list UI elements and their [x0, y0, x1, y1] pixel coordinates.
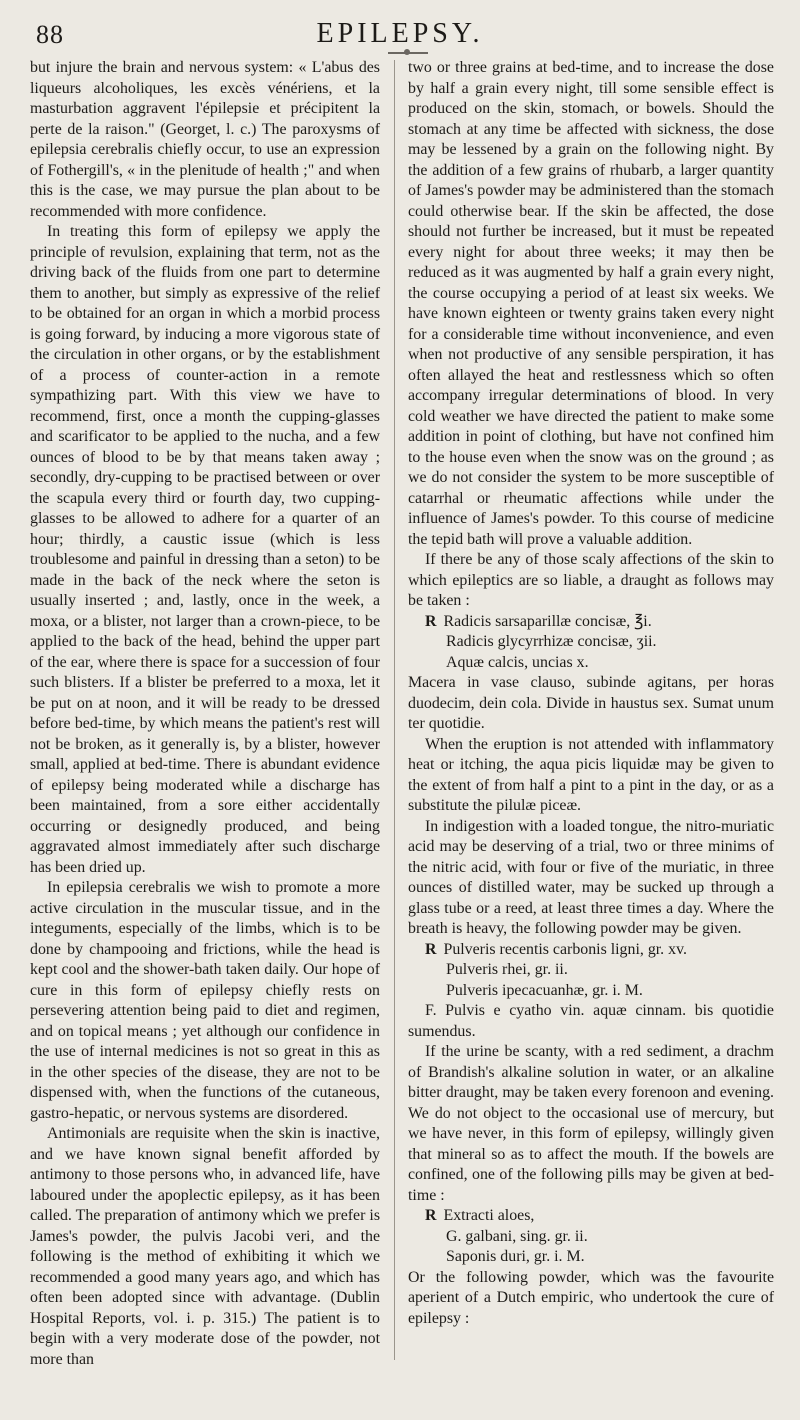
paragraph: two or three grains at bed-time, and to increase the dose by half a grain every night, till some sensible effect is produced on the skin, stomach, or bowels. Should the stomach at any time be affected with sickness, the dose may be lessened by a grain on the following night. By the addition of a few grains of rhubarb, a larger quantity of James's powder may be administered than the stomach could otherwise bear. If the skin be affected, the dose should not further be increased, but it must be repeated every night for about three weeks; it may then be reduced as it was augmented by half a grain every night, the course occupying a period of at least six weeks. We have known eighteen or twenty grains taken every night for a considerable time without inconvenience, and even when not productive of any sensible perspiration, it has often allayed the heat and restlessness which so often accompany irregular determinations of blood. In very cold weather we have directed the patient to make some addition in point of clothing, but have not confined him to the house even when the snow was on the ground ; as we do not consider the system to be more susceptible of catarrhal or rheumatic affections while under the influence of James's powder. To this course of medicine the tepid bath will prove a valuable addition. — [408, 59, 774, 548]
prescription-line: Aquæ calcis, uncias x. — [446, 653, 589, 671]
page-number: 88 — [36, 20, 64, 49]
prescription-line — [408, 612, 774, 633]
prescription-line: Radicis glycyrrhizæ concisæ, ʒii. — [446, 633, 657, 650]
paragraph: If there be any of those scaly affections of the skin to which epileptics are so liable, a draught as follows may be taken : — [408, 551, 774, 609]
recipe-sign: R — [425, 1207, 437, 1224]
paragraph: In indigestion with a loaded tongue, the nitro-muriatic acid may be deserving of a trial, two or three minims of the nitric acid, with four or five of the muriatic, in three ounces of distilled water, may be sucked up through a glass tube or a reed, at least three times a day. Where the breath is heavy, the following powder may be given. — [408, 817, 774, 937]
paragraph: Or the following powder, which was the favourite aperient of a Dutch empiric, who undertook the cure of epilepsy : — [408, 1268, 774, 1327]
paragraph: If the urine be scanty, with a red sediment, a drachm of Brandish's alkaline solution in water, or an alkaline bitter draught, may be taken every forenoon and evening. We do not object to the occasional use of mercury, but we have never, in this form of epilepsy, willingly given that mineral so as to affect the mouth. If the bowels are confined, one of the following pills may be given at bed-time : — [408, 1043, 774, 1204]
paragraph: F. Pulvis e cyatho vin. aquæ cinnam. bis quotidie sumendus. — [408, 1002, 774, 1040]
recipe-sign: R — [425, 940, 437, 958]
paragraph: In treating this form of epilepsy we apply the principle of revulsion, explaining that term, not as the driving back of the fluids from one part to determine them to another, but simply as expressive of the relief to be obtained for an organ in which a morbid process is going forward, by inducing a more vigorous state of the circulation in other organs, or by the establishment of a process of counter-action in a remote sympathizing part. With this view we have to recommend, first, once a month the cupping-glasses and scarificator to be applied to the nucha, and a few ounces of blood to be by that means taken away ; secondly, dry-cupping to be practised between or over the scapula every third or fourth day, two cupping-glasses to be allowed to adhere for a quarter of an hour; thirdly, a caustic issue (which is less troublesome and painful in dressing than a seton) to be made in the back of the neck where the seton is usually inserted ; and, lastly, once in the week, a moxa, or a blister, not larger than a crown-piece, to be applied to the back of the head, behind the upper part of the ear, where there is space for a succession of four such blisters. If a blister be preferred to a moxa, let it be put on at noon, and it will be ready to be dressed before bed-time, by which means the patient's rest will not be broken, as it generally is, by a blister, however small, applied at bed-time. There is abundant evidence of epilepsy being moderated while a discharge has been maintained, from a sore either accidentally occurring or designedly produced, and being aggravated almost immediately after such discharge has been dried up. — [30, 223, 380, 876]
paragraph: When the eruption is not attended with inflammatory heat or itching, the aqua picis liquidæ may be given to the extent of from half a pint to a pint in the day, or as a substitute the pilulæ piceæ. — [408, 735, 774, 814]
prescription — [408, 612, 774, 674]
right-column — [408, 58, 774, 1329]
prescription-line: Saponis duri, gr. i. M. — [446, 1248, 585, 1265]
running-title: EPILEPSY. — [316, 18, 484, 49]
page-header — [0, 16, 800, 54]
prescription-line: Pulveris rhei, gr. ii. — [446, 961, 568, 978]
prescription-line: Pulveris ipecacuanhæ, gr. i. M. — [446, 981, 643, 999]
prescription — [408, 940, 774, 1002]
recipe-sign: R — [425, 612, 437, 630]
header-ornament — [388, 52, 428, 54]
paragraph: but injure the brain and nervous system: « L'abus des liqueurs alcoholiques, les excès vénériens, et la masturbation aggravent l'épilepsie et précipitent la perte de la raison." (Georget, l. c.) The paroxysms of epilepsia cerebralis chiefly occur, to use an expression of Fothergill's, « in the plenitude of health ;" and when this is the case, we may pursue the plan about to be recommended with more confidence. — [30, 59, 380, 220]
column-divider — [394, 60, 395, 1360]
left-column — [30, 58, 380, 1370]
prescription-line — [408, 1206, 774, 1227]
prescription-text: Extracti aloes, — [443, 1207, 535, 1224]
prescription-line — [408, 940, 774, 961]
prescription-text: Pulveris recentis carbonis ligni, gr. xv. — [443, 940, 687, 958]
prescription — [408, 1206, 774, 1268]
paragraph: In epilepsia cerebralis we wish to promote a more active circulation in the muscular tissue, and in the integuments, especially of the limbs, which is to be done by champooing and frictions, while the head is kept cool and the shower-bath taken daily. Our hope of cure in this form of epilepsy chiefly rests on persevering attention being paid to diet and regimen, and on topical means ; yet although our confidence in the use of internal medicines is not so great in this as in the other species of the disease, they are not to be dispensed with, when the functions of the cutaneous, gastro-hepatic, or nervous systems are disordered. — [30, 879, 380, 1122]
paragraph: Antimonials are requisite when the skin is inactive, and we have known signal benefit afforded by antimony to those persons who, in advanced life, have laboured under the apoplectic epilepsy, as it has been called. The preparation of antimony which we prefer is James's powder, the pulvis Jacobi veri, and the following is the method of exhibiting it which we recommended a good many years ago, and which has often been adopted since with advantage. (Dublin Hospital Reports, vol. i. p. 315.) The patient is to begin with a very moderate dose of the powder, not more than — [30, 1125, 380, 1368]
prescription-line: G. galbani, sing. gr. ii. — [446, 1227, 588, 1245]
paragraph: Macera in vase clauso, subinde agitans, per horas duodecim, dein cola. Divide in haustus sex. Sumat unum ter quotidie. — [408, 674, 774, 732]
prescription-text: Radicis sarsaparillæ concisæ, ℥i. — [443, 612, 652, 630]
